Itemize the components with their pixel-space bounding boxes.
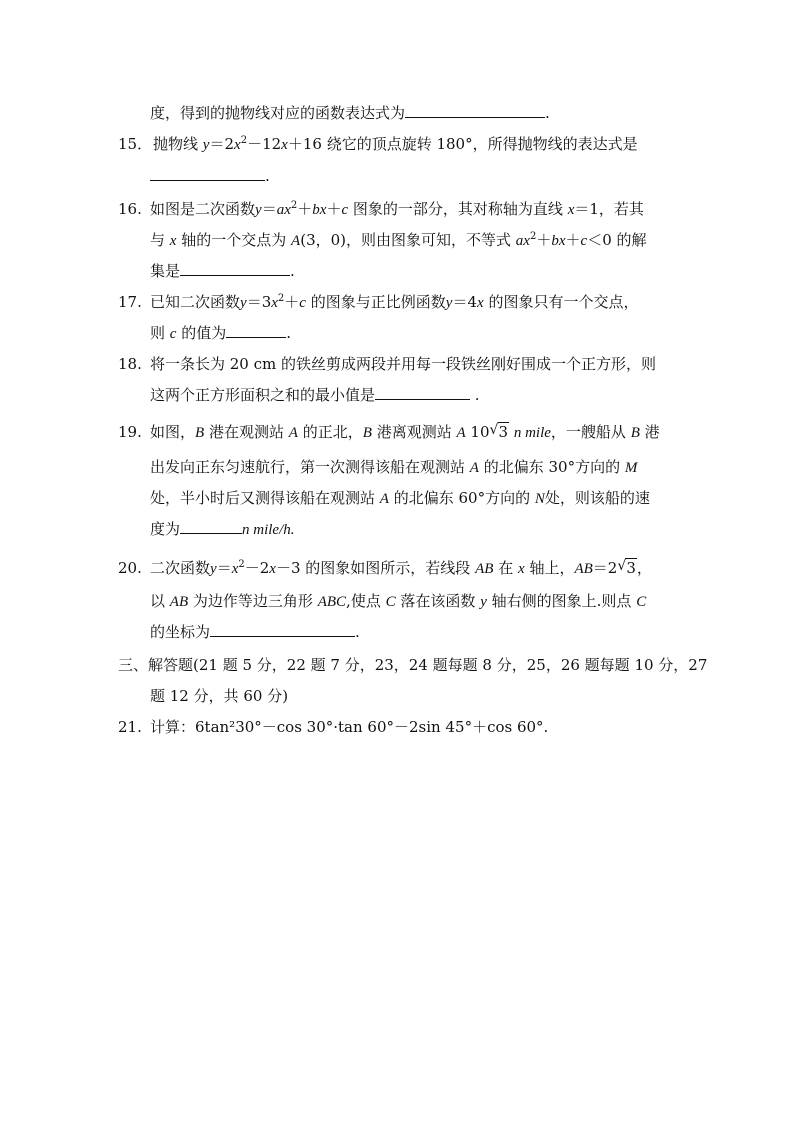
q15-line1: 抛物线 $y=2x^2-12x+16$ 绕它的顶点旋转 180°，所得抛物线的表达式是 [153,135,638,153]
q16-line1: 如图是二次函数$y=ax^2+bx+c$ 图象的一部分，其对称轴为直线 x＝1，若其 [150,200,644,218]
q19-number: 19. [118,423,142,441]
q20-line3: 的坐标为 . [150,623,360,641]
q19-line4: 度为 n mile/h. [150,520,295,538]
q18-number: 18. [118,355,142,373]
q17-line1: 已知二次函数$y=3x^2+c$ 的图象与正比例函数y＝4x 的图象只有一个交点， [150,293,639,311]
answer-blank[interactable] [180,261,290,276]
q17-line2: 则 c 的值为 . [150,324,292,342]
q19-line3: 处，半小时后又测得该船在观测站 A 的北偏东 60°方向的 N处，则该船的速 [150,489,650,507]
q15-line2: . [150,166,270,186]
q20-line2: 以 AB 为边作等边三角形 ABC,使点 C 落在该函数 y 轴右侧的图象上.则点 C [150,592,647,610]
q15-number: 15． [118,135,153,153]
answer-blank[interactable] [375,385,470,400]
q18-line2: 这两个正方形面积之和的最小值是 . [150,386,480,404]
q16-number: 16. [118,200,142,218]
q21-number: 21. [118,718,142,736]
q17-number: 17. [118,293,142,311]
q18-line1: 将一条长为 20 cm 的铁丝剪成两段并用每一段铁丝刚好围成一个正方形，则 [150,355,657,373]
answer-blank[interactable] [150,166,265,181]
q19-line2: 出发向正东匀速航行，第一次测得该船在观测站 A 的北偏东 30°方向的 M [150,458,638,476]
q21-text: 计算：6tan²30°－cos 30°·tan 60°－2sin 45°＋cos 60°. [150,718,549,736]
q16-line3: 集是 . [150,262,295,280]
section3-heading: 三、解答题(21 题 5 分，22 题 7 分，23，24 题每题 8 分，25，26 题每题 10 分，27 [118,656,708,674]
q14-continuation: 度，得到的抛物线对应的函数表达式为 . [150,104,550,122]
answer-blank[interactable] [180,519,242,534]
q20-line1: 二次函数$y=x^2-2x-3$ 的图象如图所示，若线段 AB 在 x 轴上，AB＝2 √ 3， [150,558,652,577]
answer-blank[interactable] [226,323,286,338]
q16-line2: 与 x 轴的一个交点为 A(3，0)，则由图象可知，不等式 $ax^2+bx+c<0$ 的解 [150,231,647,249]
answer-blank[interactable] [405,103,545,118]
q20-number: 20. [118,559,142,577]
q19-line1: 如图，B 港在观测站 A 的正北，B 港离观测站 A 10 √ 3 n mile，一艘船从 B 港 [150,422,660,441]
section3-heading-cont: 题 12 分，共 60 分) [150,687,289,705]
answer-blank[interactable] [210,622,355,637]
